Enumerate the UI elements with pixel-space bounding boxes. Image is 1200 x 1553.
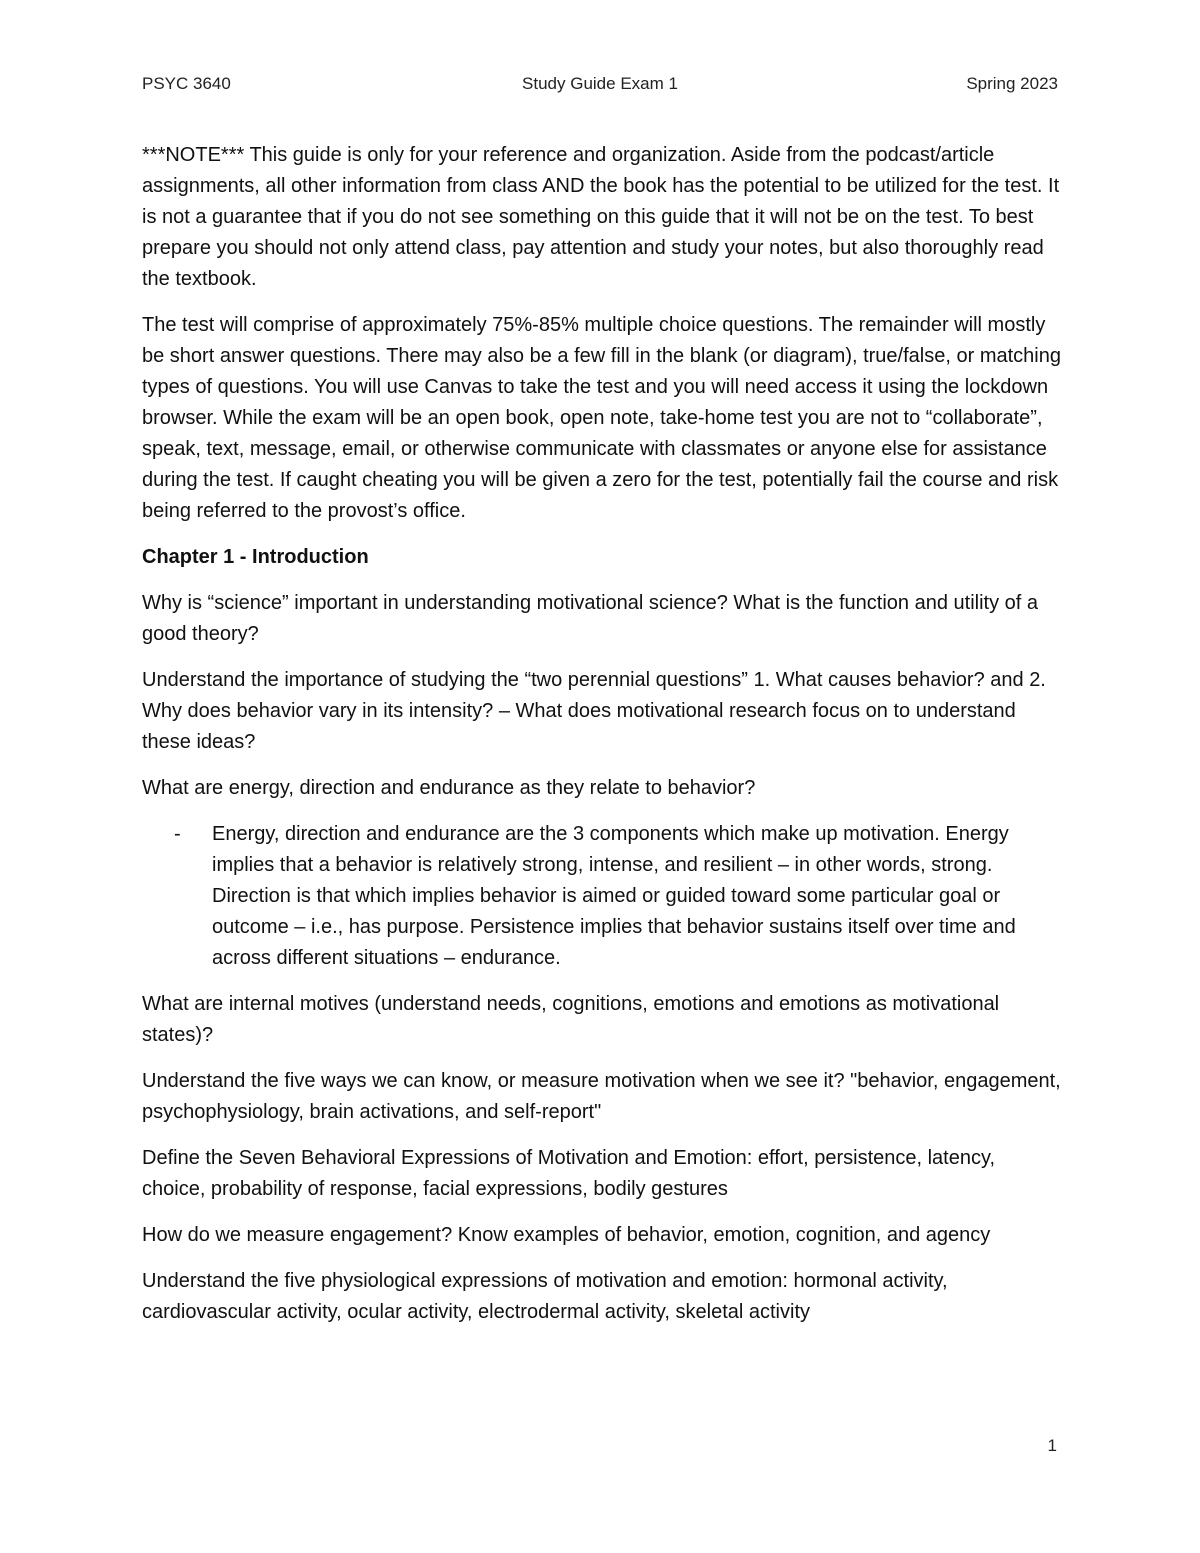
question-physiological: Understand the five physiological expressions of motivation and emotion: hormonal activity, cardiovascular activity, ocular activity, electrodermal activity, skeletal activity xyxy=(142,1270,948,1323)
question-internal-motives: What are internal motives (understand needs, cognitions, emotions and emotions as motivational states)? xyxy=(142,993,1000,1046)
header-title: Study Guide Exam 1 xyxy=(522,74,678,93)
header-term: Spring 2023 xyxy=(966,74,1058,93)
question-perennial: Understand the importance of studying the “two perennial questions” 1. What causes behavior? and 2. Why does behavior vary in its intensity? – What does motivational research focus on to understand these ideas? xyxy=(142,669,1046,753)
question-seven-expressions: Define the Seven Behavioral Expressions of Motivation and Emotion: effort, persistence, latency, choice, probability of response, facial expressions, bodily gestures xyxy=(142,1147,996,1200)
page-number: 1 xyxy=(1047,1436,1057,1455)
page-header xyxy=(142,74,1058,98)
header-course: PSYC 3640 xyxy=(142,74,231,93)
question-five-ways: Understand the five ways we can know, or measure motivation when we see it? "behavior, engagement, psychophysiology, brain activations, and self-report" xyxy=(142,1070,1061,1123)
test-info-paragraph: The test will comprise of approximately 75%-85% multiple choice questions. The remainder will mostly be short answer questions. There may also be a few fill in the blank (or diagram), true/false, or matching types of questions. You will use Canvas to take the test and you will need access it using the lockdown browser. While the exam will be an open book, open note, take-home test you are not to “collaborate”, speak, text, message, email, or otherwise communicate with classmates or anyone else for assistance during the test. If caught cheating you will be given a zero for the test, potentially fail the course and risk being referred to the provost’s office. xyxy=(142,314,1061,522)
chapter-heading: Chapter 1 - Introduction xyxy=(142,546,369,568)
question-energy-direction: What are energy, direction and endurance as they relate to behavior? xyxy=(142,777,756,799)
document-body xyxy=(142,140,1062,1343)
bullet-text: Energy, direction and endurance are the 3 components which make up motivation. Energy implies that a behavior is relatively strong, intense, and resilient – in other words, strong. Direction is that which implies behavior is aimed or guided toward some particular goal or outcome – i.e., has purpose. Persistence implies that behavior sustains itself over time and across different situations – endurance. xyxy=(212,823,1016,969)
question-engagement: How do we measure engagement? Know examples of behavior, emotion, cognition, and agency xyxy=(142,1224,991,1246)
bullet-dash: - xyxy=(174,823,181,845)
question-science: Why is “science” important in understanding motivational science? What is the function and utility of a good theory? xyxy=(142,592,1038,645)
note-paragraph: ***NOTE*** This guide is only for your reference and organization. Aside from the podcast/article assignments, all other information from class AND the book has the potential to be utilized for the test. It is not a guarantee that if you do not see something on this guide that it will not be on the test. To best prepare you should not only attend class, pay attention and study your notes, but also thoroughly read the textbook. xyxy=(142,144,1060,290)
bullet-item xyxy=(142,819,1062,974)
